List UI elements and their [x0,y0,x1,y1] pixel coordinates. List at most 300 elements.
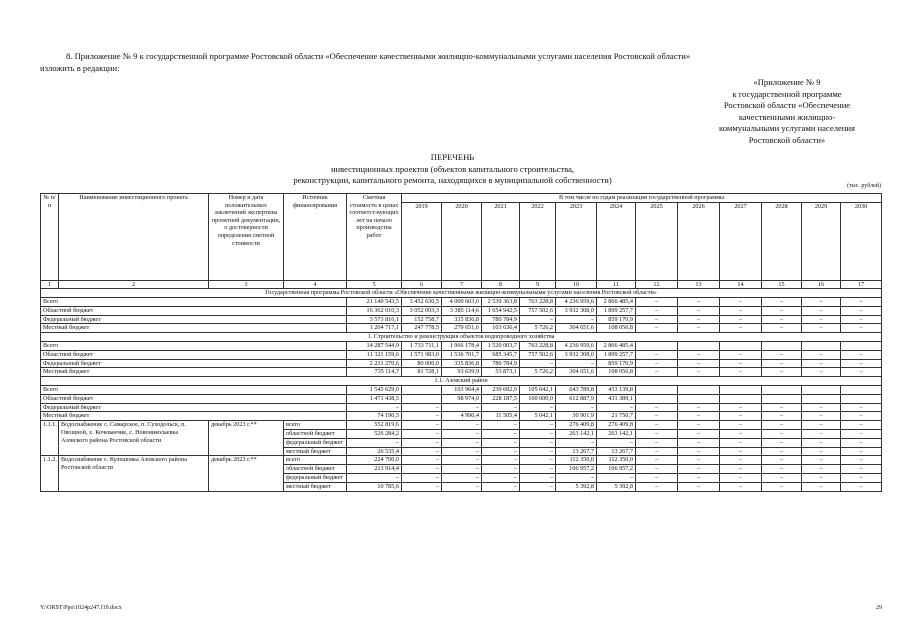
year-value: – [678,315,720,324]
year-value: – [720,359,762,368]
year-value: 1 899 257,7 [597,350,636,359]
year-value: 612 887,9 [556,394,597,403]
year-value [636,385,678,394]
year-value: – [678,438,720,447]
section-title: Государственная программа Ростовской области «Обеспечение качественными жилищно-коммунальными услугами населения Ростовской области» [41,289,882,298]
year-value: – [482,421,520,430]
section-title: 1. Строительство и реконструкция объектов водопроводного хозяйства [41,333,882,342]
year-value: – [402,482,442,491]
year-value: – [520,315,556,324]
year-value: – [802,421,841,430]
year-value: – [720,473,762,482]
year-value [762,341,802,350]
year-value: – [442,447,482,456]
row-cost: 213 914,4 [347,465,402,474]
year-value: – [762,359,802,368]
year-value: – [678,429,720,438]
year-value: – [636,297,678,306]
year-value: – [762,315,802,324]
year-value [678,394,720,403]
investment-projects-table [40,193,882,492]
year-value: 304 651,6 [556,324,597,333]
row-cost: 16 362 010,3 [347,306,402,315]
row-cost: 74 190,5 [347,412,402,421]
year-value: – [636,350,678,359]
column-number: 3 [209,280,284,289]
year-value: – [636,306,678,315]
year-value: 93 639,9 [442,368,482,377]
year-value: – [556,403,597,412]
year-value: – [841,350,882,359]
intro-line: изложить в редакции: [40,62,120,73]
funding-source: местный бюджет [284,482,347,491]
year-value: – [720,403,762,412]
year-value [678,341,720,350]
table-row [41,394,882,403]
year-value: – [597,403,636,412]
year-value: – [402,465,442,474]
header-year: 2022 [520,202,556,280]
row-label: Областной бюджет [41,306,347,315]
row-label: Местный бюджет [41,324,347,333]
row-label: Федеральный бюджет [41,403,347,412]
year-value: – [841,421,882,430]
year-value: 3 385 114,6 [442,306,482,315]
year-value [762,385,802,394]
header-year: 2020 [442,202,482,280]
header-num: № п/п [41,194,59,281]
header-year: 2029 [802,202,841,280]
row-cost: 552 819,6 [347,421,402,430]
year-value: – [402,412,442,421]
year-value: – [678,482,720,491]
year-value: 431 389,1 [597,394,636,403]
year-value: – [678,403,720,412]
year-value: – [442,473,482,482]
year-value: 106 957,2 [556,465,597,474]
appendix-line: коммунальными услугами населения [719,123,855,134]
year-value: – [482,438,520,447]
table-header [41,194,882,289]
appendix-line: Ростовской области «Обеспечение [723,100,851,111]
year-value: 335 836,8 [442,359,482,368]
year-value: – [762,482,802,491]
year-value: – [678,297,720,306]
year-value: 643 789,8 [556,385,597,394]
year-value: – [762,473,802,482]
year-value: 13 267,7 [597,447,636,456]
year-value: – [678,465,720,474]
row-cost: 3 573 816,1 [347,315,402,324]
row-cost: – [347,438,402,447]
section-row [41,289,882,298]
year-value: 112 350,0 [556,456,597,465]
year-value: 98 974,0 [442,394,482,403]
header-year: 2019 [402,202,442,280]
funding-source: всего [284,421,347,430]
row-cost: – [347,473,402,482]
year-value: 3 052 093,3 [402,306,442,315]
column-number: 8 [482,280,520,289]
year-value [678,385,720,394]
year-value: – [597,438,636,447]
year-value: 1 733 711,1 [402,341,442,350]
year-value: – [442,482,482,491]
year-value: – [720,350,762,359]
header-year: 2025 [636,202,678,280]
year-value: – [520,482,556,491]
year-value: – [841,324,882,333]
year-value: – [841,429,882,438]
year-value: – [802,368,841,377]
year-value: – [636,456,678,465]
header-source: Источник финансирования [284,194,347,281]
year-value: – [636,412,678,421]
year-value: – [520,447,556,456]
year-value: – [520,403,556,412]
year-value: – [636,368,678,377]
row-label: Областной бюджет [41,394,347,403]
year-value: – [720,421,762,430]
year-value: – [402,421,442,430]
year-value: 1 899 257,7 [597,306,636,315]
year-value: – [636,359,678,368]
header-years-caption: В том числе по годам реализации государственной программы [402,194,882,203]
year-value: – [841,306,882,315]
year-value: – [762,465,802,474]
column-number: 15 [762,280,802,289]
funding-source: местный бюджет [284,447,347,456]
year-value: 4 236 959,6 [556,341,597,350]
year-value: – [636,429,678,438]
year-value: – [802,412,841,421]
year-value: 859 170,9 [597,359,636,368]
year-value: 859 170,9 [597,315,636,324]
year-value: – [720,429,762,438]
year-value: 3 452 630,5 [402,297,442,306]
year-value: – [762,324,802,333]
year-value: – [636,465,678,474]
column-number: 4 [284,280,347,289]
year-value: 4 236 959,6 [556,297,597,306]
year-value: 152 758,7 [402,315,442,324]
project-expertise: декабрь 2023 г.** [209,456,284,491]
year-value: – [762,306,802,315]
section-title: 1.1. Азовский район [41,377,882,386]
row-label: Местный бюджет [41,412,347,421]
appendix-line: «Приложение № 9 [753,77,821,87]
year-value: 105 042,1 [520,385,556,394]
column-number: 17 [841,280,882,289]
year-value: – [841,465,882,474]
year-value: – [678,306,720,315]
year-value: – [402,447,442,456]
year-value: – [841,315,882,324]
year-value: 763 228,8 [520,341,556,350]
year-value: – [720,438,762,447]
year-value: 263 142,1 [556,429,597,438]
year-value: – [841,403,882,412]
year-value: – [802,473,841,482]
year-value: – [678,368,720,377]
year-value: 3 932 308,0 [556,306,597,315]
row-label: Всего [41,297,347,306]
column-number: 9 [520,280,556,289]
heading-line: реконструкции, капитального ремонта, находящихся в муниципальной собственности) [293,175,612,186]
year-value: – [720,482,762,491]
year-value: – [556,359,597,368]
year-value: – [720,306,762,315]
table-row [41,341,882,350]
year-value: 1 520 003,7 [482,341,520,350]
header-expertise: Номер и дата положительных заключений экспертизы проектной документации, о достоверности определения сметной стоимости [209,194,284,281]
header-year: 2024 [597,202,636,280]
row-cost: – [347,403,402,412]
row-cost: 526 284,2 [347,429,402,438]
appendix-caption [682,77,892,147]
project-row [41,421,882,430]
year-value: – [402,438,442,447]
column-number: 14 [720,280,762,289]
year-value: – [402,403,442,412]
row-cost: 26 535,4 [347,447,402,456]
intro-line: 8. Приложение № 9 к государственной программе Ростовской области «Обеспечение качественными жилищно-коммунальными услугами населения Ростовской области» [66,51,691,61]
heading-line: инвестиционных проектов (объектов капитального строительства, [330,163,575,174]
year-value: – [841,438,882,447]
year-value: 112 350,0 [597,456,636,465]
year-value: – [720,324,762,333]
year-value: 335 836,8 [442,315,482,324]
header-year: 2023 [556,202,597,280]
year-value: 279 651,6 [442,324,482,333]
appendix-line: Ростовской области» [748,134,826,145]
year-value: 103 964,4 [442,385,482,394]
year-value: 2 866 485,4 [597,341,636,350]
year-value: 30 901,9 [556,412,597,421]
year-value: – [762,456,802,465]
table-row [41,324,882,333]
funding-source: областной бюджет [284,429,347,438]
header-year: 2026 [678,202,720,280]
year-value: – [482,447,520,456]
amendment-intro [40,51,882,74]
year-value: – [802,456,841,465]
year-value: – [520,465,556,474]
table-row [41,306,882,315]
section-row [41,333,882,342]
year-value: – [520,359,556,368]
year-value: – [762,412,802,421]
column-number: 10 [556,280,597,289]
year-value [636,341,678,350]
year-value: – [556,315,597,324]
year-value: 1 654 942,5 [482,306,520,315]
row-cost: 1 204 717,1 [347,324,402,333]
column-number: 13 [678,280,720,289]
year-value: 21 750,7 [597,412,636,421]
row-label: Всего [41,385,347,394]
funding-source: всего [284,456,347,465]
project-expertise: декабрь 2023 г.** [209,421,284,456]
year-value: – [678,350,720,359]
year-value: 80 000,0 [402,359,442,368]
project-name: Водоснабжение с. Кулешовка Азовского района Ростовской области [59,456,209,491]
header-year: 2021 [482,202,520,280]
year-value: – [841,368,882,377]
year-value: – [762,447,802,456]
funding-source: федеральный бюджет [284,438,347,447]
year-value: 239 692,9 [482,385,520,394]
year-value: – [520,473,556,482]
year-value [402,385,442,394]
year-value: – [678,421,720,430]
year-value: 53 873,1 [482,368,520,377]
year-value: – [841,456,882,465]
year-value: – [678,412,720,421]
year-value: 4 000 603,0 [442,297,482,306]
year-value: 5 042,1 [520,412,556,421]
year-value: 757 502,6 [520,306,556,315]
year-value: – [762,368,802,377]
year-value: – [762,438,802,447]
year-value: – [802,482,841,491]
year-value: – [678,324,720,333]
column-number: 11 [597,280,636,289]
year-value: 763 228,8 [520,297,556,306]
year-value: 228 187,5 [482,394,520,403]
year-value: – [442,429,482,438]
year-value: – [678,359,720,368]
year-value: 1 571 983,0 [402,350,442,359]
row-label: Федеральный бюджет [41,315,347,324]
year-value: 263 142,1 [597,429,636,438]
year-value: – [520,429,556,438]
year-value: – [482,456,520,465]
row-cost: 10 785,6 [347,482,402,491]
year-value: – [762,350,802,359]
year-value: – [720,297,762,306]
table-row [41,385,882,394]
year-value: – [678,447,720,456]
year-value: 5 726,2 [520,368,556,377]
year-value: – [841,297,882,306]
year-value: 103 636,4 [482,324,520,333]
year-value: – [762,297,802,306]
year-value [720,385,762,394]
column-number: 5 [347,280,402,289]
year-value: – [482,429,520,438]
header-year: 2028 [762,202,802,280]
year-value: 1 966 178,4 [442,341,482,350]
year-value: – [636,403,678,412]
year-value: 1 536 701,7 [442,350,482,359]
year-value [802,341,841,350]
year-value: – [482,465,520,474]
row-cost: 21 140 543,5 [347,297,402,306]
year-value: – [520,421,556,430]
column-number: 6 [402,280,442,289]
year-value: – [720,315,762,324]
year-value: 81 728,1 [402,368,442,377]
table-row [41,350,882,359]
year-value: 685 345,7 [482,350,520,359]
year-value: – [802,350,841,359]
year-value: 276 409,8 [597,421,636,430]
year-value: – [482,482,520,491]
column-number: 1 [41,280,59,289]
header-year: 2027 [720,202,762,280]
year-value: 2 866 485,4 [597,297,636,306]
year-value [802,394,841,403]
year-value: – [636,421,678,430]
year-value: – [802,297,841,306]
table-row [41,368,882,377]
section-row [41,377,882,386]
year-value: – [636,473,678,482]
year-value [841,341,882,350]
year-value: 2 539 363,8 [482,297,520,306]
row-cost: 14 287 544,9 [347,341,402,350]
year-value: – [636,482,678,491]
year-value [802,385,841,394]
column-number: 7 [442,280,482,289]
year-value [762,394,802,403]
year-value: – [402,456,442,465]
row-cost: 11 321 159,6 [347,350,402,359]
year-value: 453 139,8 [597,385,636,394]
table-row [41,412,882,421]
year-value: – [520,438,556,447]
year-value: – [802,465,841,474]
year-value: – [636,438,678,447]
table-row [41,297,882,306]
project-number: 1.1.1. [41,421,59,456]
file-path: Y:\ORST\Ppo\1024p247.f19.docx [40,605,122,611]
year-value: 13 267,7 [556,447,597,456]
year-value: 5 726,2 [520,324,556,333]
row-label: Местный бюджет [41,368,347,377]
page-number: 29 [876,605,882,611]
year-value: 757 502,6 [520,350,556,359]
year-value: – [636,324,678,333]
year-value: – [802,324,841,333]
year-value: 276 409,8 [556,421,597,430]
funding-source: областной бюджет [284,465,347,474]
heading-title: ПЕРЕЧЕНЬ [430,152,475,162]
year-value: – [442,465,482,474]
year-value: – [442,438,482,447]
year-value [841,385,882,394]
header-cost: Сметная стоимость в ценах соответст-вующих лет на начало производства работ [347,194,402,281]
row-label: Областной бюджет [41,350,347,359]
year-value: – [720,465,762,474]
project-name: Водоснабжение с. Самарское, п. Суходольск, п. Овощной, х. Кочеванчик, с. Новониколаевка Азовского района Ростовской области [59,421,209,456]
row-label: Всего [41,341,347,350]
row-cost: 1 545 629,0 [347,385,402,394]
year-value: – [802,306,841,315]
year-value: – [841,412,882,421]
year-value: – [841,447,882,456]
year-value: – [678,473,720,482]
year-value: 780 784,9 [482,315,520,324]
header-name: Наименование инвестиционного проекта [59,194,209,281]
year-value: – [636,315,678,324]
year-value: – [678,456,720,465]
year-value: 304 651,6 [556,368,597,377]
row-label: Федеральный бюджет [41,359,347,368]
year-value: 5 392,8 [556,482,597,491]
year-value: 108 056,8 [597,324,636,333]
